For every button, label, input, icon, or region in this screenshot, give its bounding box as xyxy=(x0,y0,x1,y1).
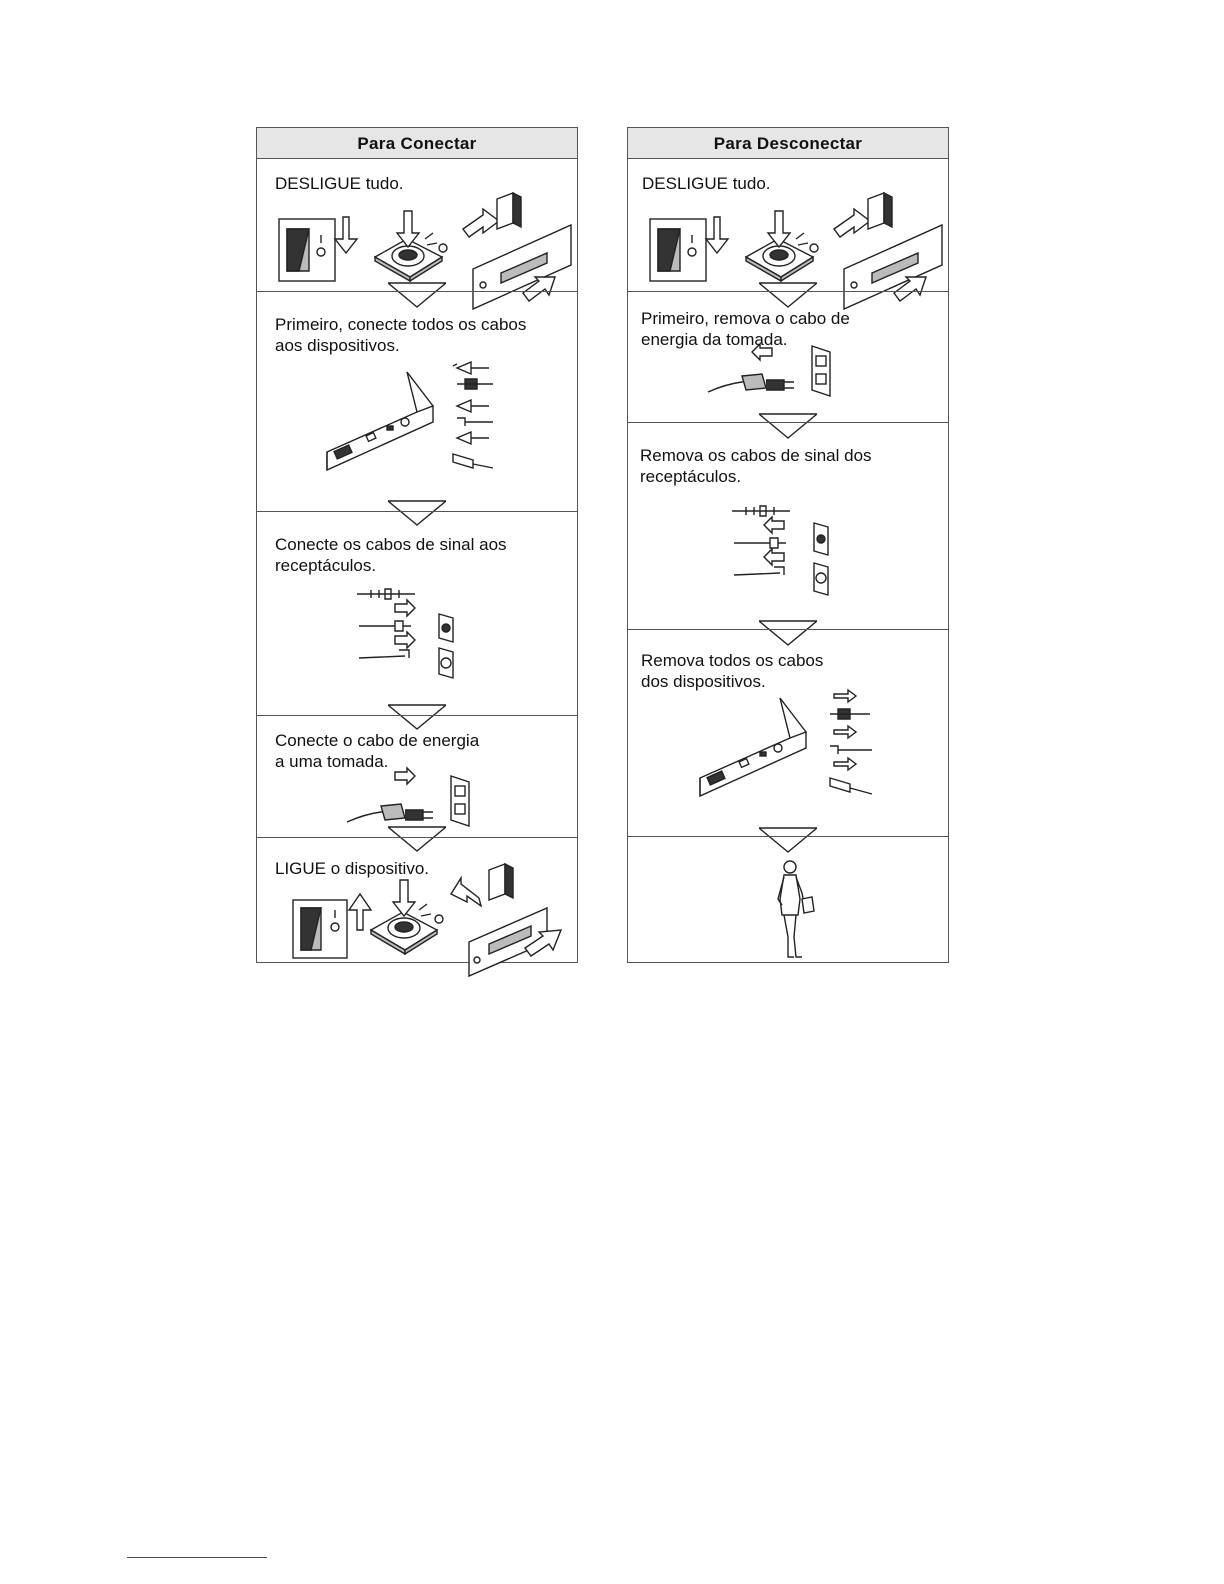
connect-step-power-cord xyxy=(257,715,577,838)
power-off-illustration xyxy=(648,189,938,289)
connect-step-1-text: DESLIGUE tudo. xyxy=(275,174,404,193)
signal-cables-remove-illustration xyxy=(730,505,850,605)
disconnect-step-2-text: Primeiro, remova o cabo de energia da tomada. xyxy=(641,309,850,349)
disconnect-step-cables-devices xyxy=(628,629,948,837)
connect-step-power-on xyxy=(257,837,577,962)
connect-step-signal-cables xyxy=(257,511,577,716)
connect-step-cables-devices xyxy=(257,291,577,512)
connect-step-3-text: Conecte os cabos de sinal aos receptáculos. xyxy=(275,535,507,575)
disconnect-step-power-off xyxy=(628,159,948,291)
signal-cables-illustration xyxy=(355,588,475,688)
power-on-illustration xyxy=(291,864,571,960)
disconnect-step-walk-away xyxy=(628,836,948,962)
disconnect-step-1-text: DESLIGUE tudo. xyxy=(642,174,771,193)
disconnect-step-3-text: Remova os cabos de sinal dos receptáculos. xyxy=(640,446,872,486)
connect-step-5-text: LIGUE o dispositivo. xyxy=(275,859,430,878)
power-off-illustration xyxy=(277,189,567,289)
person-walking-icon xyxy=(768,859,818,961)
connect-step-2-text: Primeiro, conecte todos os cabos aos dispositivos. xyxy=(275,315,527,355)
disconnect-panel xyxy=(627,127,949,963)
connect-panel-title: Para Conectar xyxy=(257,128,577,159)
footnote-separator xyxy=(127,1557,267,1558)
connect-step-power-off xyxy=(257,159,577,291)
laptop-ports-remove-illustration xyxy=(698,688,898,808)
disconnect-panel-title: Para Desconectar xyxy=(628,128,948,159)
connect-step-4-text: Conecte o cabo de energia a uma tomada. xyxy=(275,731,480,771)
disconnect-step-4-text: Remova todos os cabos dos dispositivos. xyxy=(641,651,824,691)
power-cord-illustration xyxy=(345,764,485,834)
laptop-ports-illustration xyxy=(317,362,517,482)
connect-panel xyxy=(256,127,578,963)
power-cord-remove-illustration xyxy=(706,346,846,416)
disconnect-step-signal-cables xyxy=(628,422,948,630)
disconnect-step-power-cord xyxy=(628,291,948,423)
